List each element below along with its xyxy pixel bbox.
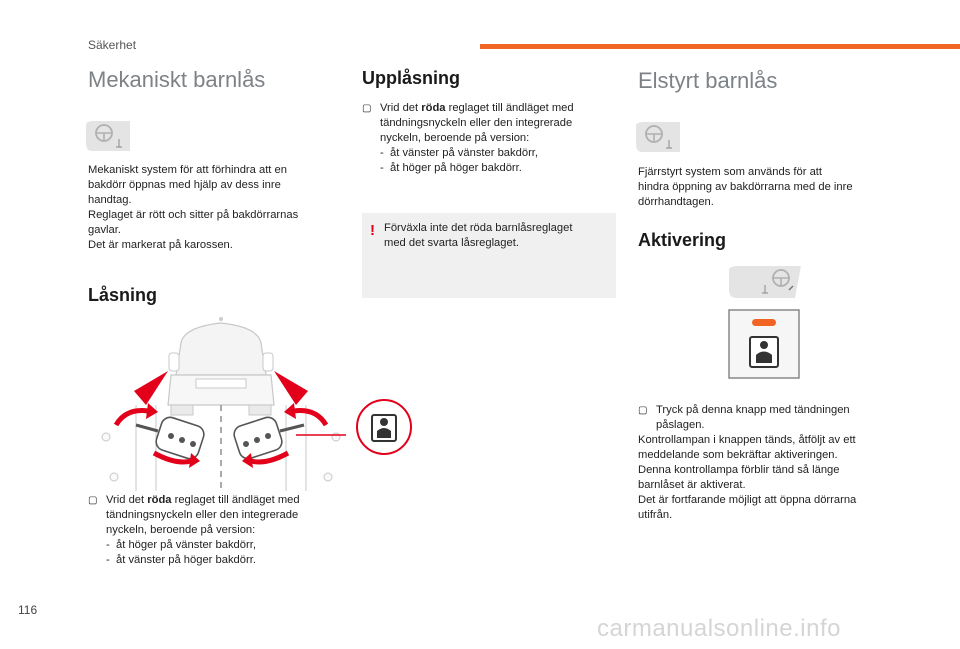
text-line: utifrån. xyxy=(638,509,673,521)
text-line: påslagen. xyxy=(656,419,705,431)
text-fragment: reglaget till ändläget med xyxy=(171,494,300,506)
warning-box xyxy=(362,213,616,298)
text-line: bakdörr öppnas med hjälp av dess inre xyxy=(88,179,281,191)
left-pointer-triangle xyxy=(134,371,168,405)
heading-locking: Låsning xyxy=(88,285,158,305)
warning-text xyxy=(384,221,604,251)
text-line: med det svarta låsreglaget. xyxy=(384,237,519,249)
page-number: 116 xyxy=(18,603,38,617)
title-electric-child-lock: Elstyrt barnlås xyxy=(638,68,778,93)
left-door-edge xyxy=(136,405,156,491)
heading-unlocking: Upplåsning xyxy=(362,68,460,88)
right-pointer-triangle xyxy=(274,371,308,405)
dash-glyph: - xyxy=(106,554,110,566)
text-line: nyckeln, beroende på version: xyxy=(106,524,256,536)
text-fragment: Vrid det xyxy=(106,494,148,506)
indicator-lamp xyxy=(752,319,776,326)
dash-item: åt vänster på vänster bakdörr, xyxy=(390,147,539,159)
child-lock-symbol-icon xyxy=(355,398,413,456)
dash-item: åt vänster på höger bakdörr. xyxy=(116,554,256,566)
dash-glyph: - xyxy=(106,539,110,551)
right-key-illustration xyxy=(232,415,304,461)
text-line: Tryck på denna knapp med tändningen xyxy=(656,404,850,416)
dash-glyph: - xyxy=(380,162,384,174)
text-line: Mekaniskt system för att förhindra att en xyxy=(88,164,287,176)
text-line: Fjärrstyrt system som används för att xyxy=(638,166,823,178)
heading-activation: Aktivering xyxy=(638,230,727,250)
left-key-illustration xyxy=(136,415,206,461)
electric-intro xyxy=(638,165,888,210)
text-line: nyckeln, beroende på version: xyxy=(380,132,530,144)
text-line: handtag. xyxy=(88,194,132,206)
text-line: Förväxla inte det röda barnlåsreglaget xyxy=(384,222,573,234)
steering-wheel-icon xyxy=(636,122,680,152)
emphasis-red: röda xyxy=(147,494,172,506)
text-line: meddelande som bekräftar aktiveringen. xyxy=(638,449,838,461)
text-line: Denna kontrollampa förblir tänd så länge xyxy=(638,464,840,476)
text-line: gavlar. xyxy=(88,224,121,236)
text-line: Kontrollampan i knappen tänds, åtföljt av ett xyxy=(638,434,856,446)
text-line: barnlåset är aktiverat. xyxy=(638,479,746,491)
unlocking-instruction xyxy=(362,101,612,176)
dash-item: åt höger på vänster bakdörr, xyxy=(116,539,256,551)
text-fragment: reglaget till ändläget med xyxy=(445,102,574,114)
watermark: carmanualsonline.info xyxy=(597,615,841,642)
checkbox-bullet-icon: ▢ xyxy=(638,405,648,416)
right-door-edge xyxy=(286,405,306,491)
text-line: hindra öppning av bakdörrarna med de inre xyxy=(638,181,853,193)
text-fragment: Vrid det xyxy=(380,102,422,114)
child-lock-diagram xyxy=(96,313,346,491)
section-label: Säkerhet xyxy=(88,38,137,52)
rotate-arrow-right-top xyxy=(294,411,326,425)
warning-icon: ! xyxy=(370,222,375,239)
text-line: tändningsnyckeln eller den integrerade xyxy=(380,117,573,129)
mechanical-intro xyxy=(88,163,328,253)
header-accent-bar xyxy=(480,44,960,49)
text-line: Det är markerat på karossen. xyxy=(88,239,233,251)
text-line: Det är fortfarande möjligt att öppna dörrarna xyxy=(638,494,857,506)
checkbox-bullet-icon: ▢ xyxy=(362,103,372,114)
steering-wheel-icon xyxy=(86,121,130,151)
text-line: Reglaget är rött och sitter på bakdörrarnas xyxy=(88,209,299,221)
dash-item: åt höger på höger bakdörr. xyxy=(390,162,522,174)
child-lock-button-panel xyxy=(728,309,800,379)
title-mechanical-child-lock: Mekaniskt barnlås xyxy=(88,67,266,92)
checkbox-bullet-icon: ▢ xyxy=(88,495,98,506)
emphasis-red: röda xyxy=(421,102,446,114)
text-line: tändningsnyckeln eller den integrerade xyxy=(106,509,299,521)
steering-wheel-icon xyxy=(729,266,801,298)
activation-instructions xyxy=(638,403,898,523)
text-line: dörrhandtagen. xyxy=(638,196,714,208)
car-rear-illustration xyxy=(168,317,274,415)
locking-instruction xyxy=(88,493,328,568)
dash-glyph: - xyxy=(380,147,384,159)
rotate-arrow-left-top xyxy=(116,411,148,425)
